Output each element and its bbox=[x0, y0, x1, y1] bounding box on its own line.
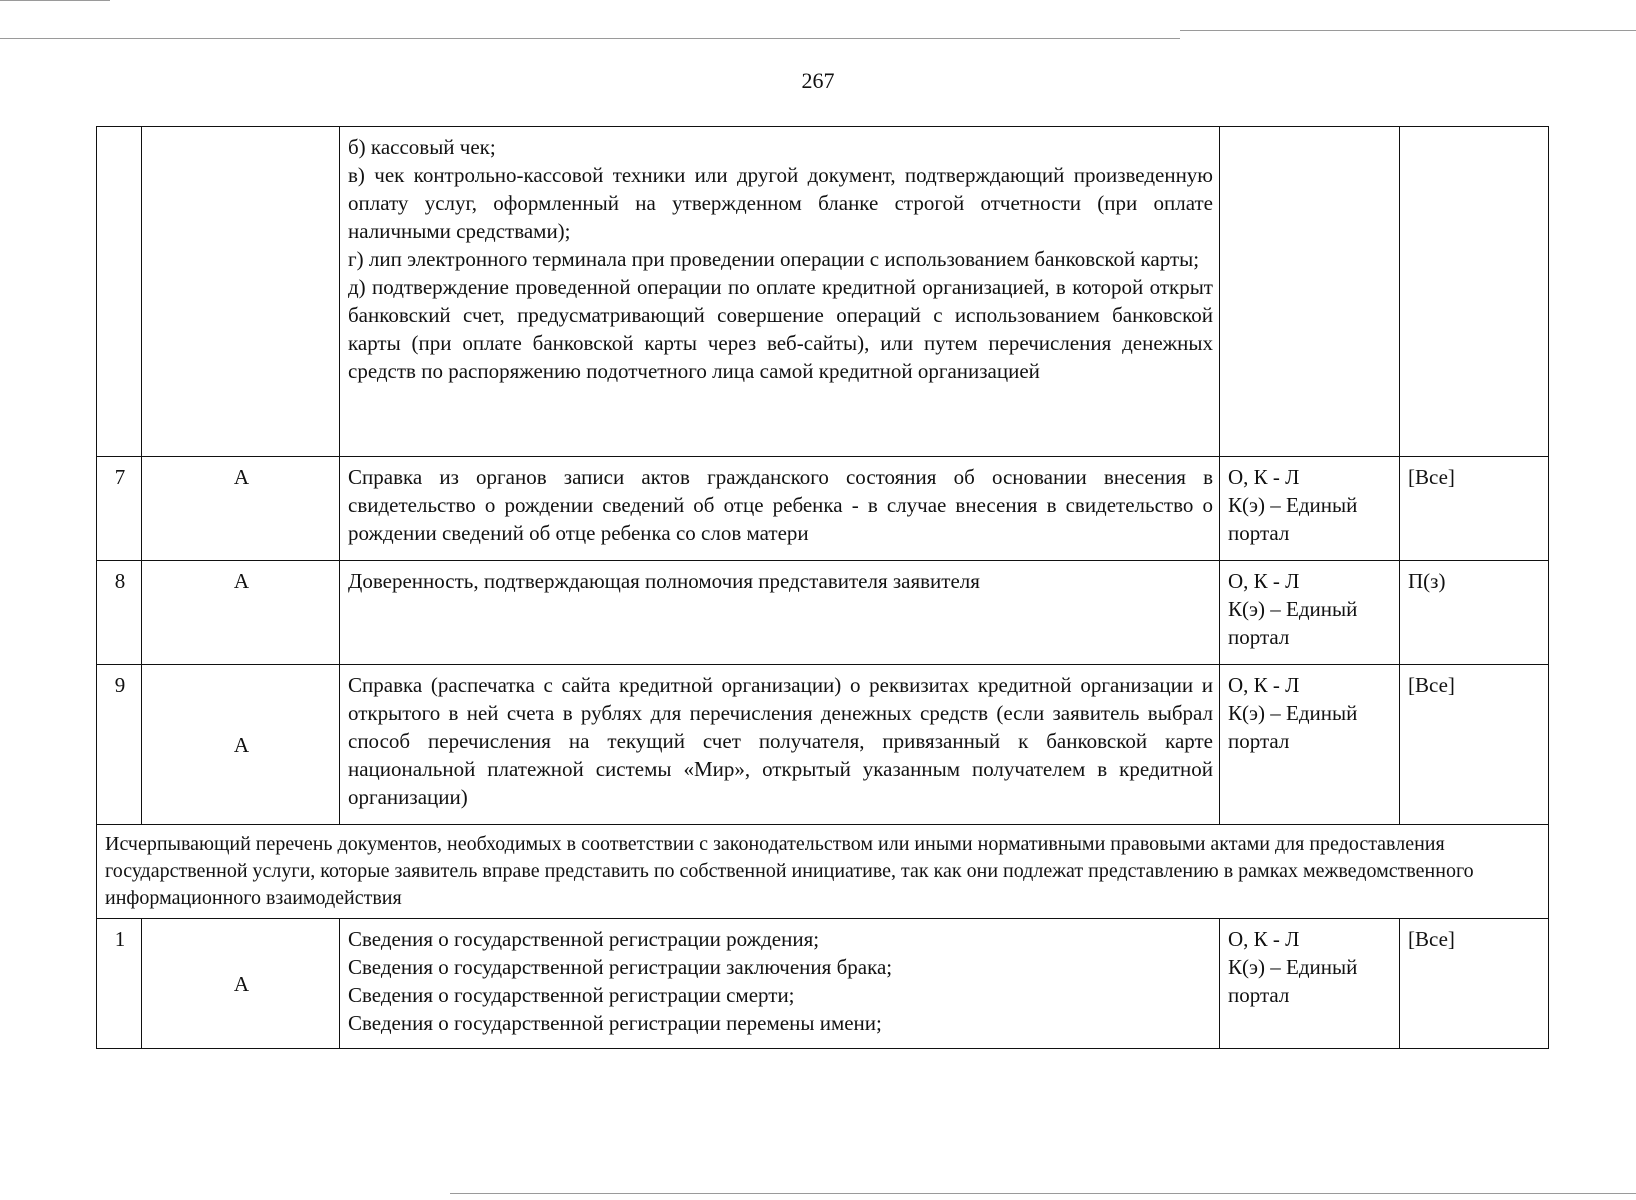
description-line: б) кассовый чек; bbox=[348, 135, 496, 159]
page-number: 267 bbox=[801, 68, 835, 93]
channel-item: О, К - Л bbox=[1228, 569, 1300, 593]
description-line: Сведения о государственной регистрации перемены имени; bbox=[348, 1011, 882, 1035]
channel-item: К(э) – Единый портал bbox=[1228, 701, 1358, 753]
row-category: А bbox=[142, 919, 340, 1049]
channel-item: К(э) – Единый портал bbox=[1228, 597, 1358, 649]
description-line: Сведения о государственной регистрации рождения; bbox=[348, 927, 820, 951]
table-row bbox=[97, 561, 1549, 665]
row-description bbox=[340, 127, 1220, 457]
section-heading: Исчерпывающий перечень документов, необходимых в соответствии с законодательством или иными нормативными правовыми актами для предоставления государственной услуги, которые заявитель вправе представить по собственной инициативе, так как они подлежат представлению в рамках межведомственного информационного взаимодействия bbox=[97, 825, 1549, 919]
row-channels bbox=[1220, 561, 1400, 665]
row-category: А bbox=[142, 665, 340, 825]
description-line: Справка (распечатка с сайта кредитной организации) о реквизитах кредитной организации и открытого в ней счета в рублях для перечисления денежных средств (если заявитель выбрал способ перечисления на текущий счет получателя, привязанный к банковской карте национальной платежной системы «Мир», открытый указанным получателем в кредитной организации) bbox=[348, 673, 1213, 809]
channel-item: К(э) – Единый портал bbox=[1228, 955, 1358, 1007]
row-number: 1 bbox=[97, 919, 142, 1049]
description-line: Сведения о государственной регистрации заключения брака; bbox=[348, 955, 893, 979]
row-channels bbox=[1220, 919, 1400, 1049]
scan-artifact-line bbox=[0, 38, 1180, 39]
row-applicants: [Все] bbox=[1400, 457, 1549, 561]
scan-artifact-line bbox=[450, 1193, 1636, 1194]
scan-artifact-line bbox=[0, 0, 110, 1]
row-channels bbox=[1220, 665, 1400, 825]
row-applicants: П(з) bbox=[1400, 561, 1549, 665]
scan-artifact-line bbox=[1180, 30, 1636, 31]
table-row bbox=[97, 919, 1549, 1049]
description-line: г) лип электронного терминала при проведении операции с использованием банковской карты; bbox=[348, 247, 1200, 271]
row-applicants: [Все] bbox=[1400, 665, 1549, 825]
description-line: в) чек контрольно-кассовой техники или другой документ, подтверждающий произведенную оплату услуг, оформленный на утвержденном бланке строгой отчетности (при оплате наличными средствами); bbox=[348, 163, 1213, 243]
table-row bbox=[97, 127, 1549, 457]
row-number: 8 bbox=[97, 561, 142, 665]
table-row bbox=[97, 665, 1549, 825]
channel-item: О, К - Л bbox=[1228, 465, 1300, 489]
row-category: А bbox=[142, 457, 340, 561]
section-heading-row bbox=[97, 825, 1549, 919]
row-description bbox=[340, 561, 1220, 665]
row-applicants: [Все] bbox=[1400, 919, 1549, 1049]
row-description bbox=[340, 665, 1220, 825]
description-line: д) подтверждение проведенной операции по оплате кредитной организацией, в которой открыт банковский счет, предусматривающий совершение операций с использованием банковской карты (при оплате банковской карты через веб-сайты), или путем перечисления денежных средств по распоряжению подотчетного лица самой кредитной организацией bbox=[348, 275, 1213, 383]
channel-item: О, К - Л bbox=[1228, 673, 1300, 697]
description-line: Сведения о государственной регистрации смерти; bbox=[348, 983, 795, 1007]
row-description bbox=[340, 919, 1220, 1049]
row-number: 7 bbox=[97, 457, 142, 561]
channel-item: О, К - Л bbox=[1228, 927, 1300, 951]
row-channels bbox=[1220, 127, 1400, 457]
row-category: А bbox=[142, 561, 340, 665]
table-row bbox=[97, 457, 1549, 561]
row-description bbox=[340, 457, 1220, 561]
channel-item: К(э) – Единый портал bbox=[1228, 493, 1358, 545]
description-line: Доверенность, подтверждающая полномочия представителя заявителя bbox=[348, 569, 980, 593]
row-category bbox=[142, 127, 340, 457]
documents-table bbox=[96, 126, 1549, 1049]
row-channels bbox=[1220, 457, 1400, 561]
description-line: Справка из органов записи актов гражданского состояния об основании внесения в свидетельство о рождении сведений об отце ребенка - в случае внесения в свидетельство о рождении сведений об отце ребенка со слов матери bbox=[348, 465, 1213, 545]
row-number bbox=[97, 127, 142, 457]
row-applicants bbox=[1400, 127, 1549, 457]
row-number: 9 bbox=[97, 665, 142, 825]
